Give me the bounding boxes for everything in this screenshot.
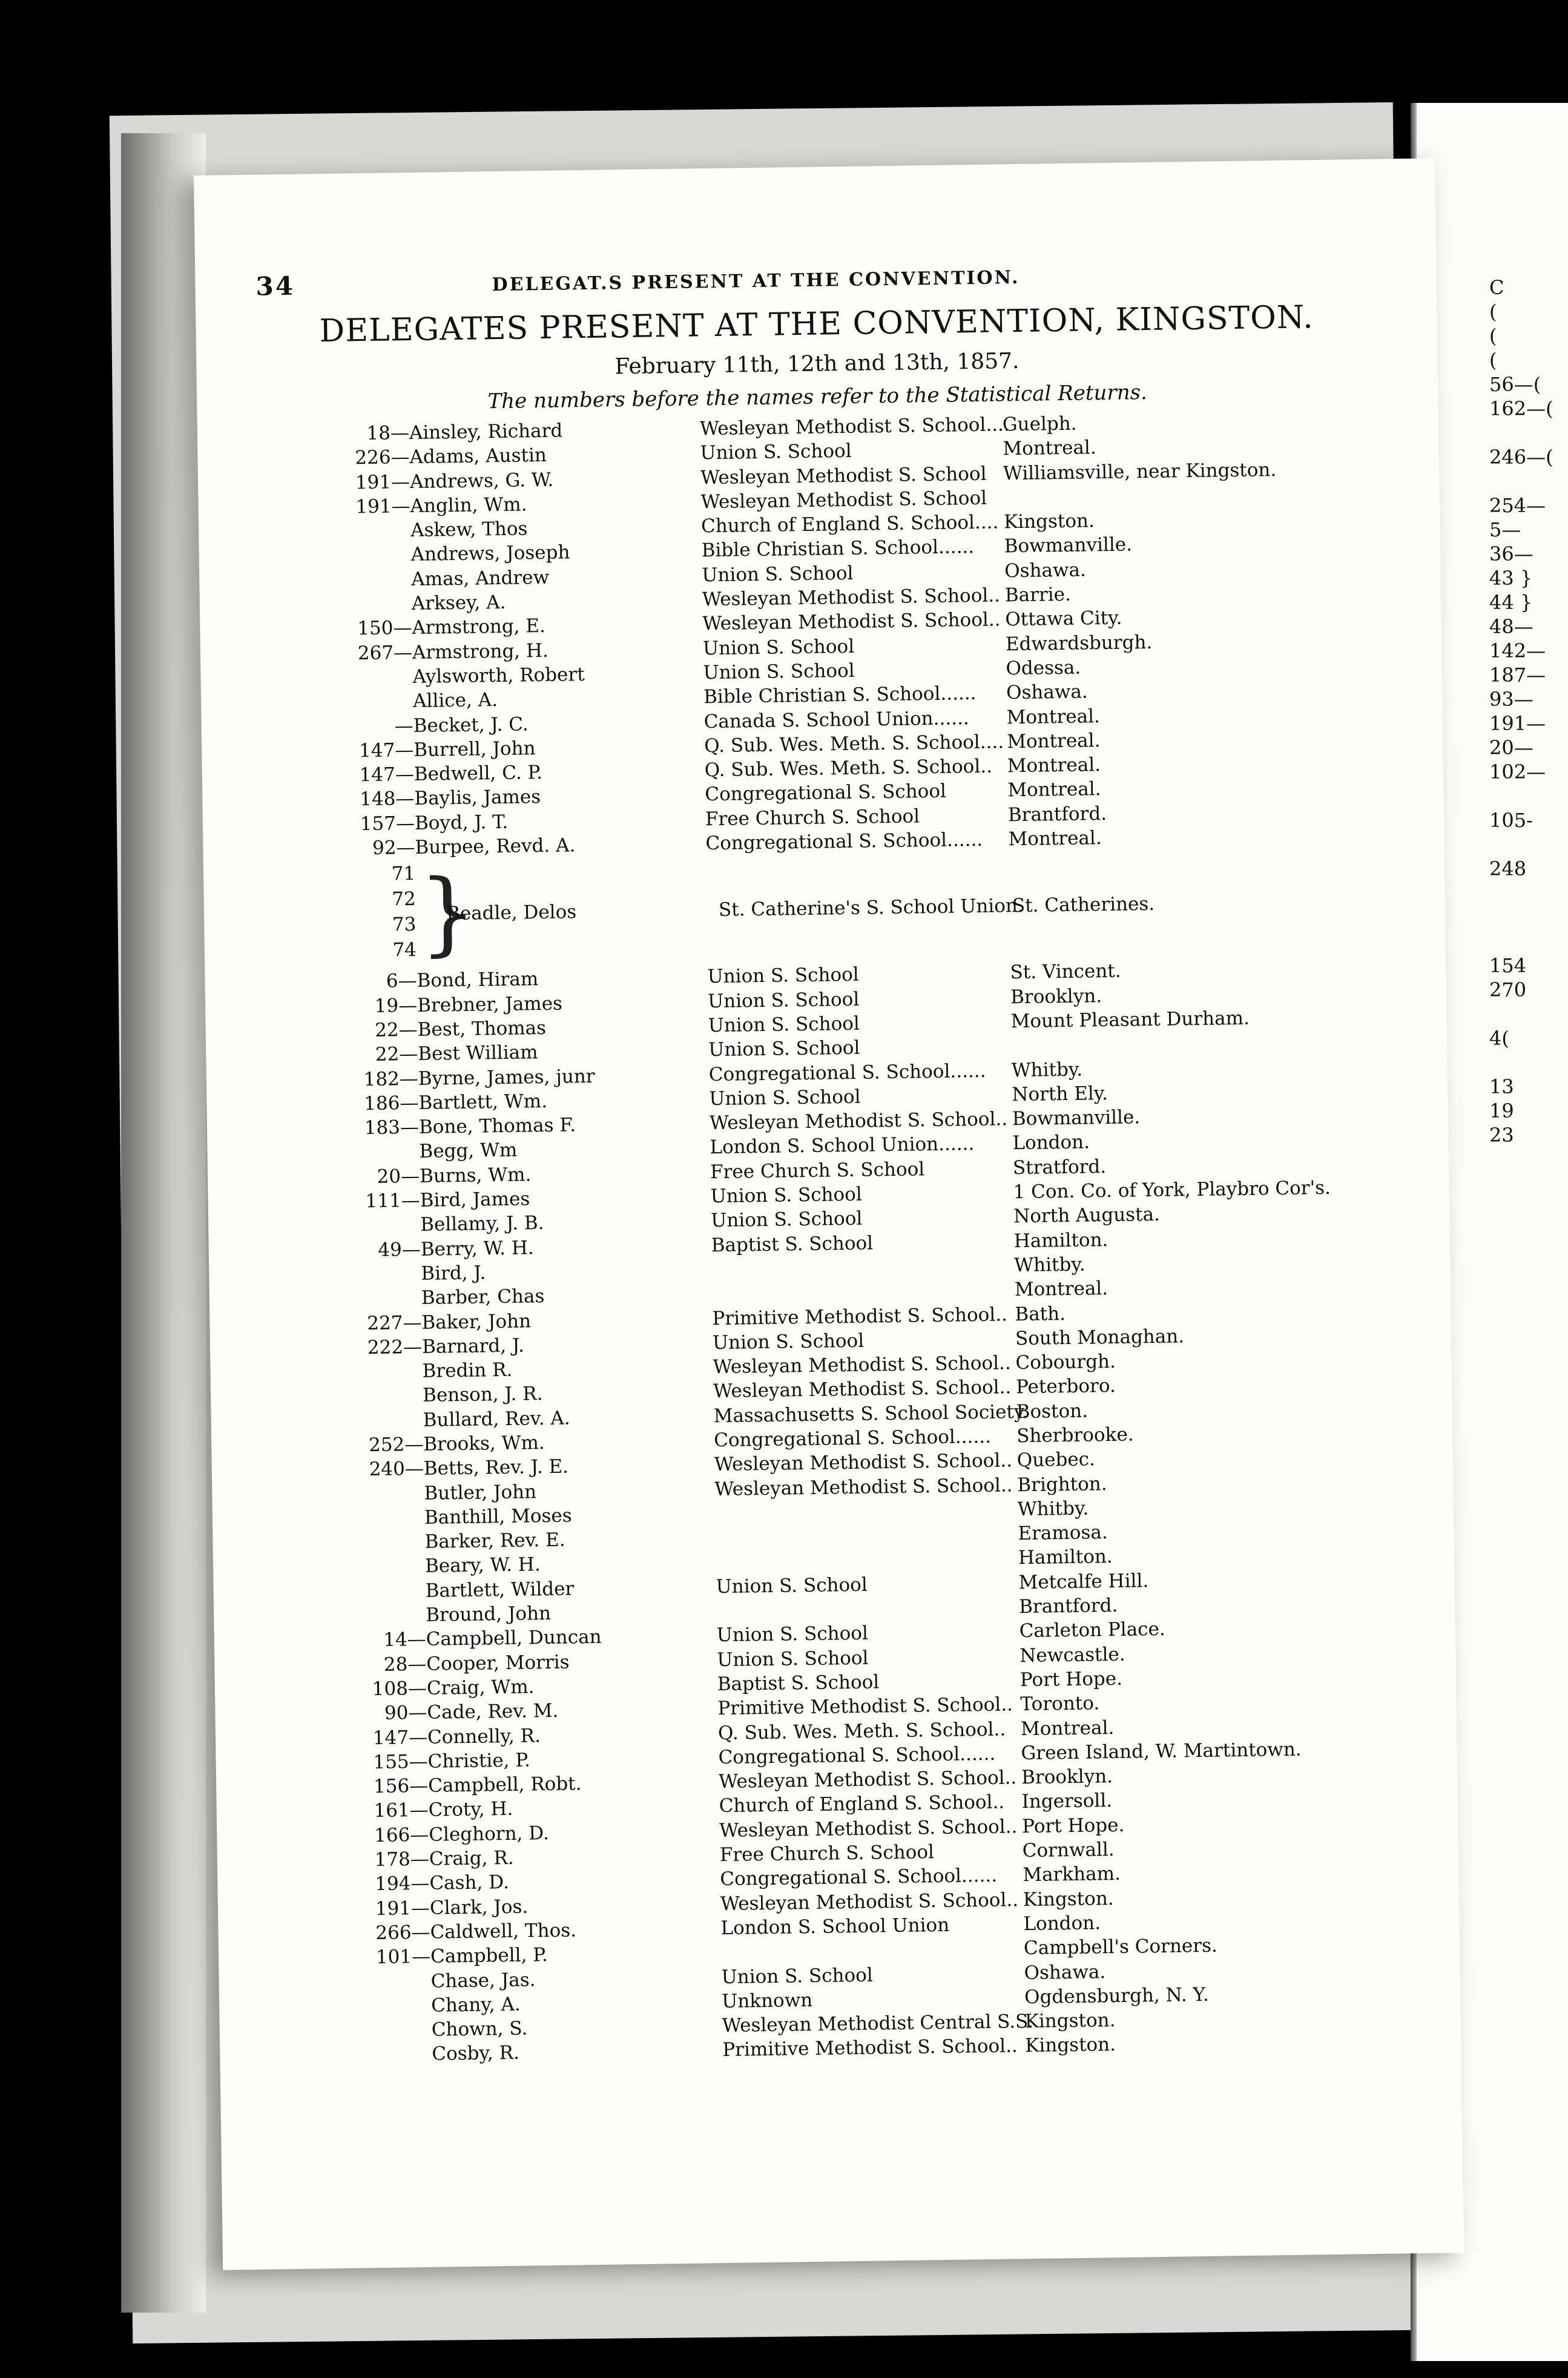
delegate-number: 252— xyxy=(368,1433,424,1457)
page-header xyxy=(195,255,1436,301)
facing-page-fragment: 102— xyxy=(1489,760,1546,783)
delegate-school: Primitive Methodist S. School.. xyxy=(722,2035,1018,2061)
delegate-number: 157— xyxy=(360,812,415,835)
delegate-school: Q. Sub. Wes. Meth. S. School.... xyxy=(703,731,1004,757)
delegate-place: Guelph. xyxy=(1002,412,1077,436)
facing-page-text xyxy=(1489,275,1568,1147)
delegate-number: 108— xyxy=(372,1677,427,1701)
delegate-name: Chany, A. xyxy=(430,1993,521,2017)
delegate-school: Union S. School xyxy=(717,1647,869,1671)
delegate-place: Campbell's Corners. xyxy=(1023,1934,1218,1960)
delegate-number: 194— xyxy=(375,1872,430,1895)
delegate-name: Armstrong, E. xyxy=(412,615,546,639)
delegate-place: Montreal. xyxy=(1008,827,1102,851)
delegate-school: Union S. School xyxy=(716,1622,869,1647)
delegate-number: 28— xyxy=(383,1653,427,1676)
delegate-name: Askew, Thos xyxy=(410,518,528,542)
facing-page-fragment: 36— xyxy=(1489,542,1533,565)
delegate-place: Hamilton. xyxy=(1013,1228,1108,1252)
brace-icon: } xyxy=(418,860,478,967)
delegate-place: Hamilton. xyxy=(1018,1546,1113,1569)
delegate-school: Free Church S. School xyxy=(705,805,920,831)
delegate-place: Bath. xyxy=(1015,1302,1066,1325)
delegate-school: Bible Christian S. School...... xyxy=(703,682,977,708)
facing-page-fragment: 187— xyxy=(1489,664,1546,687)
delegate-school: Wesleyan Methodist S. School.. xyxy=(714,1474,1013,1500)
delegate-school: Congregational S. School...... xyxy=(720,1865,998,1891)
group-numbers xyxy=(385,861,417,963)
facing-page-fragment: 43 } xyxy=(1489,567,1533,590)
delegate-school: Union S. School xyxy=(702,635,855,660)
delegate-school: Union S. School xyxy=(710,1183,862,1208)
delegate-name: Allice, A. xyxy=(412,689,498,713)
running-head: DELEGAT.S PRESENT AT THE CONVENTION. xyxy=(492,266,1020,296)
delegate-place: Odessa. xyxy=(1006,656,1081,680)
delegate-number: 191— xyxy=(355,495,410,518)
delegate-number: 166— xyxy=(374,1823,429,1846)
delegate-school: Wesleyan Methodist S. School.. xyxy=(702,608,1001,635)
delegate-place: Brighton. xyxy=(1017,1472,1107,1496)
delegate-place: Brooklyn. xyxy=(1010,984,1102,1008)
facing-page-fragment: 254— xyxy=(1489,494,1546,517)
delegate-place: Brantford. xyxy=(1018,1594,1118,1618)
facing-page-fragment xyxy=(1489,1050,1568,1075)
delegate-name: Byrne, James, junr xyxy=(418,1065,595,1090)
delegate-number: 240— xyxy=(369,1458,424,1481)
delegate-school: Unknown xyxy=(721,1989,813,2012)
delegate-place: Brooklyn. xyxy=(1021,1765,1113,1789)
delegate-school: Wesleyan Methodist S. School.. xyxy=(702,584,1001,611)
delegate-place: Markham. xyxy=(1023,1863,1121,1886)
delegate-school: Wesleyan Methodist S. School xyxy=(700,487,987,513)
delegate-name: Bone, Thomas F. xyxy=(418,1114,576,1139)
facing-page-fragment: 270 xyxy=(1489,978,1527,1001)
delegate-school: Wesleyan Methodist S. School.. xyxy=(713,1376,1012,1403)
facing-page-fragment xyxy=(1489,881,1568,905)
delegate-place: Stratford. xyxy=(1012,1155,1107,1179)
delegate-number: 266— xyxy=(375,1921,430,1945)
delegate-place: Edwardsburgh. xyxy=(1005,631,1153,656)
delegate-place: Oshawa. xyxy=(1006,680,1088,704)
delegate-place: London. xyxy=(1012,1131,1090,1154)
delegate-place: Bowmanville. xyxy=(1004,533,1133,558)
delegate-place: Montreal. xyxy=(1014,1277,1108,1301)
facing-page-fragment: 19 xyxy=(1489,1099,1514,1122)
delegate-school: Wesleyan Methodist Central S.S. xyxy=(722,2011,1034,2037)
page-number: 34 xyxy=(255,271,295,301)
delegate-school: Union S. School xyxy=(702,562,854,587)
delegate-name: Clark, Jos. xyxy=(429,1895,529,1919)
delegate-name: Burns, Wm. xyxy=(419,1164,532,1187)
delegate-name: Banthill, Moses xyxy=(424,1504,572,1529)
facing-page-fragment xyxy=(1489,421,1568,445)
delegate-number: 111— xyxy=(365,1189,420,1213)
delegate-name: Cooper, Morris xyxy=(426,1651,570,1675)
facing-page-fragment xyxy=(1489,784,1568,808)
delegate-school: Q. Sub. Wes. Meth. S. School.. xyxy=(717,1718,1006,1744)
delegate-number: 92— xyxy=(372,837,415,860)
delegate-name: Butler, John xyxy=(424,1480,537,1504)
delegate-school: Union S. School xyxy=(716,1573,868,1598)
delegate-name: Begg, Wm xyxy=(419,1139,518,1163)
facing-page-fragment: 191— xyxy=(1489,712,1546,735)
delegate-name: Adams, Austin xyxy=(409,444,547,469)
delegate-name: Bellamy, J. B. xyxy=(420,1212,544,1236)
delegate-place: North Augusta. xyxy=(1013,1204,1161,1228)
delegate-place: Newcastle. xyxy=(1020,1643,1125,1667)
delegate-place: Ingersoll. xyxy=(1021,1790,1113,1813)
delegate-name: Armstrong, H. xyxy=(412,639,549,664)
delegate-school: Union S. School xyxy=(700,440,852,464)
delegate-name: Bullard, Rev. A. xyxy=(423,1407,570,1431)
delegate-school: Free Church S. School xyxy=(719,1841,935,1866)
delegate-number: 147— xyxy=(358,739,414,762)
delegate-school: Congregational S. School...... xyxy=(714,1425,992,1452)
delegate-name: Bartlett, Wilder xyxy=(425,1578,575,1602)
delegate-name: Cleghorn, D. xyxy=(429,1822,550,1846)
delegate-name: Christie, P. xyxy=(427,1749,531,1773)
delegate-school: Union S. School xyxy=(708,1012,860,1037)
delegate-name: Campbell, Robt. xyxy=(427,1773,582,1797)
facing-page-fragment: 142— xyxy=(1489,639,1546,662)
delegate-school: Union S. School xyxy=(721,1964,873,1988)
delegate-school: Congregational S. School xyxy=(705,780,947,806)
delegate-number: 155— xyxy=(373,1750,428,1773)
delegate-name: Bond, Hiram xyxy=(417,968,539,992)
delegate-school: London S. School Union xyxy=(720,1914,950,1940)
delegate-number: 147— xyxy=(372,1726,428,1749)
delegate-name: Amas, Andrew xyxy=(411,566,550,590)
delegate-number: 182— xyxy=(363,1067,419,1090)
delegate-number: 49— xyxy=(378,1238,421,1261)
delegate-place: Montreal. xyxy=(1007,754,1101,777)
facing-page-fragment: 13 xyxy=(1489,1075,1514,1098)
delegate-school: Union S. School xyxy=(703,659,855,684)
delegate-name: Becket, J. C. xyxy=(413,713,529,737)
delegate-place: North Ely. xyxy=(1012,1082,1108,1106)
delegate-number: 22— xyxy=(375,1018,418,1041)
delegate-name: Ainsley, Richard xyxy=(409,420,563,444)
delegate-name: Bredin R. xyxy=(422,1359,513,1383)
facing-page-fragment xyxy=(1489,832,1568,857)
group-number: 72 xyxy=(392,888,416,911)
facing-page-fragment xyxy=(1489,905,1568,929)
delegate-number: 20— xyxy=(377,1165,420,1188)
delegate-school: Bible Christian S. School...... xyxy=(701,536,975,562)
delegate-name: Bird, James xyxy=(420,1188,530,1211)
delegate-school: Union S. School xyxy=(709,1085,861,1110)
delegate-school: Canada S. School Union...... xyxy=(703,706,969,733)
delegate-school: Wesleyan Methodist S. School.... xyxy=(699,413,1010,440)
delegate-place: Mount Pleasant Durham. xyxy=(1010,1007,1250,1033)
delegate-name: Berry, W. H. xyxy=(420,1236,534,1260)
delegate-place: Kingston. xyxy=(1023,1887,1114,1911)
page-edge xyxy=(121,133,206,2313)
facing-page-fragment: 246—( xyxy=(1489,446,1553,469)
facing-page-fragment: C xyxy=(1489,276,1504,299)
delegate-school: Massachusetts S. School Society. xyxy=(713,1400,1029,1427)
delegate-place: Green Island, W. Martintown. xyxy=(1021,1738,1302,1765)
delegate-name: Boyd, J. T. xyxy=(414,811,509,834)
delegate-school: Primitive Methodist S. School.. xyxy=(712,1303,1008,1329)
delegate-place: Kingston. xyxy=(1025,2034,1116,2057)
delegate-name: Campbell, P. xyxy=(430,1944,548,1968)
facing-page-fragment: 4( xyxy=(1489,1027,1509,1050)
delegate-name: Campbell, Duncan xyxy=(426,1626,602,1651)
delegate-place: Williamsville, near Kingston. xyxy=(1003,458,1277,484)
delegate-school: Union S. School xyxy=(707,988,860,1012)
delegate-school: Union S. School xyxy=(707,964,859,988)
delegate-place: Montreal. xyxy=(1020,1716,1115,1740)
delegate-name: Cade, Rev. M. xyxy=(427,1700,559,1724)
delegate-school: Union S. School xyxy=(710,1208,863,1232)
delegate-number: 90— xyxy=(384,1702,427,1725)
delegate-place: Cobourgh. xyxy=(1015,1351,1116,1374)
group-name: Beadle, Delos xyxy=(446,901,577,925)
delegate-number: 156— xyxy=(373,1774,429,1798)
delegate-name: Cash, D. xyxy=(429,1871,510,1895)
delegate-number: 161— xyxy=(374,1799,429,1822)
delegate-place: Whitby. xyxy=(1011,1058,1083,1081)
delegate-name: Chase, Jas. xyxy=(430,1968,536,1992)
facing-page-fragment: 48— xyxy=(1489,615,1533,638)
delegate-place: Kingston. xyxy=(1024,2009,1116,2033)
delegate-name: Barber, Chas xyxy=(421,1285,545,1309)
page-note: The numbers before the names refer to the Statistical Returns. xyxy=(487,380,1148,414)
delegate-name: Bartlett, Wm. xyxy=(418,1090,548,1114)
delegate-place: Whitby. xyxy=(1017,1497,1089,1521)
delegate-number: 222— xyxy=(367,1336,423,1359)
delegate-name: Croty, H. xyxy=(428,1798,513,1822)
delegate-number: 6— xyxy=(386,970,417,993)
delegate-name: Brebner, James xyxy=(417,992,563,1016)
delegate-name: Anglin, Wm. xyxy=(410,493,527,517)
delegate-number: 101— xyxy=(375,1946,431,1969)
delegate-place: Ottawa City. xyxy=(1005,607,1122,631)
delegate-name: Betts, Rev. J. E. xyxy=(423,1455,569,1480)
delegate-place: London. xyxy=(1023,1912,1101,1935)
group-number: 71 xyxy=(391,863,416,885)
facing-page-fragment: 5— xyxy=(1489,518,1521,541)
delegate-school: Wesleyan Methodist S. School.. xyxy=(714,1449,1013,1476)
page-dates: February 11th, 12th and 13th, 1857. xyxy=(614,348,1020,380)
delegate-school: Baptist S. School xyxy=(717,1671,880,1696)
delegate-list xyxy=(197,407,1461,2070)
delegate-school: Wesleyan Methodist S. School.. xyxy=(709,1108,1008,1135)
delegate-place: Kingston. xyxy=(1003,510,1095,533)
page-title: DELEGATES PRESENT AT THE CONVENTION, KINGSTON. xyxy=(319,299,1314,350)
delegate-school: Congregational S. School...... xyxy=(718,1742,996,1768)
delegate-name: Baylis, James xyxy=(414,786,541,810)
delegate-number: 14— xyxy=(383,1629,427,1652)
delegate-number: 186— xyxy=(364,1092,419,1115)
delegate-place: Carleton Place. xyxy=(1019,1618,1165,1642)
delegate-name: Barnard, J. xyxy=(421,1334,525,1358)
delegate-place: 1 Con. Co. of York, Playbro Cor's. xyxy=(1013,1176,1331,1204)
delegate-number: 191— xyxy=(375,1897,430,1920)
delegate-name: Beary, W. H. xyxy=(424,1553,541,1578)
delegate-school: Wesleyan Methodist S. School.. xyxy=(720,1888,1019,1915)
delegate-name: Benson, J. R. xyxy=(422,1383,543,1407)
facing-page-fragment: 105- xyxy=(1489,809,1533,832)
delegate-name: Craig, Wm. xyxy=(426,1676,535,1699)
delegate-place: Sherbrooke. xyxy=(1016,1423,1134,1448)
delegate-number: 148— xyxy=(359,788,415,811)
delegate-place: Boston. xyxy=(1016,1400,1089,1423)
delegate-place: South Monaghan. xyxy=(1015,1325,1185,1350)
delegate-number: 18— xyxy=(366,422,410,445)
delegate-school: Church of England S. School.... xyxy=(700,511,999,538)
delegate-name: Andrews, Joseph xyxy=(410,541,570,566)
delegate-school: Free Church S. School xyxy=(710,1158,925,1183)
delegate-name: Best, Thomas xyxy=(417,1016,547,1041)
group-place: St. Catherines. xyxy=(1012,893,1155,917)
delegate-place: Montreal. xyxy=(1007,778,1101,802)
facing-page-fragment xyxy=(1489,929,1568,954)
delegate-place: Oshawa. xyxy=(1004,559,1087,582)
delegate-school: Primitive Methodist S. School.. xyxy=(717,1693,1013,1720)
delegate-school: Congregational S. School...... xyxy=(708,1059,986,1085)
facing-page-fragment: 44 } xyxy=(1489,591,1533,614)
delegate-school: Wesleyan Methodist S. School.. xyxy=(719,1816,1018,1842)
facing-page-fragment: 248 xyxy=(1489,857,1527,880)
delegate-school: Union S. School xyxy=(708,1037,860,1061)
delegate-school: Church of England S. School.. xyxy=(719,1791,1005,1817)
delegate-number: 183— xyxy=(364,1116,420,1139)
facing-page-fragment xyxy=(1489,469,1568,493)
delegate-school: London S. School Union...... xyxy=(710,1133,975,1159)
delegate-number: 147— xyxy=(359,763,415,786)
delegate-place: Bowmanville. xyxy=(1012,1106,1141,1130)
delegate-place: Whitby. xyxy=(1014,1253,1085,1277)
delegate-name: Burpee, Revd. A. xyxy=(415,834,576,859)
delegate-place: Port Hope. xyxy=(1020,1667,1123,1691)
delegate-school: Wesleyan Methodist S. School xyxy=(700,463,987,489)
group-number: 73 xyxy=(392,914,417,936)
delegate-place: Toronto. xyxy=(1020,1692,1100,1716)
facing-page-fragment: ( xyxy=(1489,349,1497,372)
delegate-school: Wesleyan Methodist S. School.. xyxy=(713,1352,1011,1378)
delegate-number: 178— xyxy=(374,1848,430,1871)
grouped-entry xyxy=(203,847,1446,973)
delegate-name: Bedwell, C. P. xyxy=(413,762,543,786)
delegate-name: Caldwell, Thos. xyxy=(430,1919,577,1943)
facing-page-fragment: 20— xyxy=(1489,736,1533,759)
delegate-place: Peterboro. xyxy=(1015,1375,1116,1398)
delegate-place: Port Hope. xyxy=(1021,1814,1125,1837)
delegate-place: Quebec. xyxy=(1016,1448,1096,1472)
delegate-name: Craig, R. xyxy=(429,1846,514,1870)
delegate-place: Montreal. xyxy=(1006,730,1101,753)
group-number: 74 xyxy=(392,939,417,961)
delegate-place: Montreal. xyxy=(1006,705,1101,728)
delegate-school: Union S. School xyxy=(712,1329,865,1354)
delegate-place: Barrie. xyxy=(1004,583,1072,607)
document-page xyxy=(194,158,1464,2270)
delegate-name: Bird, J. xyxy=(421,1262,486,1285)
facing-page-fragment: ( xyxy=(1489,324,1497,347)
delegate-school: Q. Sub. Wes. Meth. S. School.. xyxy=(704,755,993,782)
delegate-name: Arksey, A. xyxy=(411,591,506,615)
facing-page-fragment xyxy=(1489,1002,1568,1026)
delegate-name: Baker, John xyxy=(421,1309,532,1334)
facing-page-fragment: 56—( xyxy=(1489,373,1541,396)
facing-page-fragment: 93— xyxy=(1489,688,1533,711)
facing-page-fragment: 154 xyxy=(1489,954,1527,977)
delegate-name: Andrews, G. W. xyxy=(409,469,554,493)
delegate-place: Metcalfe Hill. xyxy=(1018,1569,1149,1593)
delegate-name: Bround, John xyxy=(425,1602,552,1626)
delegate-place: Cornwall. xyxy=(1022,1839,1115,1862)
delegate-number: 226— xyxy=(355,446,410,469)
delegate-place: Montreal. xyxy=(1003,436,1096,460)
delegate-name: Aylsworth, Robert xyxy=(412,664,585,688)
facing-page-fragment: 23 xyxy=(1489,1124,1514,1147)
delegate-number: 22— xyxy=(375,1043,418,1066)
delegate-name: Barker, Rev. E. xyxy=(424,1529,565,1553)
delegate-school: Wesleyan Methodist S. School.. xyxy=(718,1767,1017,1793)
delegate-number: 227— xyxy=(367,1311,422,1334)
facing-page-fragment: 162—( xyxy=(1489,397,1553,420)
delegate-name: Connelly, R. xyxy=(427,1724,541,1748)
delegate-school: Baptist S. School xyxy=(711,1232,874,1256)
delegate-number: 267— xyxy=(357,641,413,664)
delegate-place: St. Vincent. xyxy=(1010,960,1121,984)
delegate-number: 19— xyxy=(374,994,418,1017)
delegate-name: Cosby, R. xyxy=(432,2042,520,2066)
delegate-name: Brooks, Wm. xyxy=(423,1432,545,1455)
delegate-school: Congregational S. School...... xyxy=(705,828,983,855)
delegate-number: 150— xyxy=(357,617,412,640)
delegate-number: 191— xyxy=(355,470,410,493)
delegate-place: Brantford. xyxy=(1007,802,1107,826)
delegate-place: Eramosa. xyxy=(1018,1521,1108,1545)
delegate-name: Chown, S. xyxy=(431,2017,528,2041)
delegate-number: — xyxy=(394,714,413,737)
delegate-name: Burrell, John xyxy=(413,737,536,761)
facing-page-fragment: ( xyxy=(1489,300,1497,323)
delegate-place: Oshawa. xyxy=(1024,1960,1106,1984)
delegate-place: Ogdensburgh, N. Y. xyxy=(1024,1983,1210,2008)
group-school: St. Catherine's S. School Union. xyxy=(718,895,1024,921)
delegate-name: Best William xyxy=(418,1041,538,1065)
